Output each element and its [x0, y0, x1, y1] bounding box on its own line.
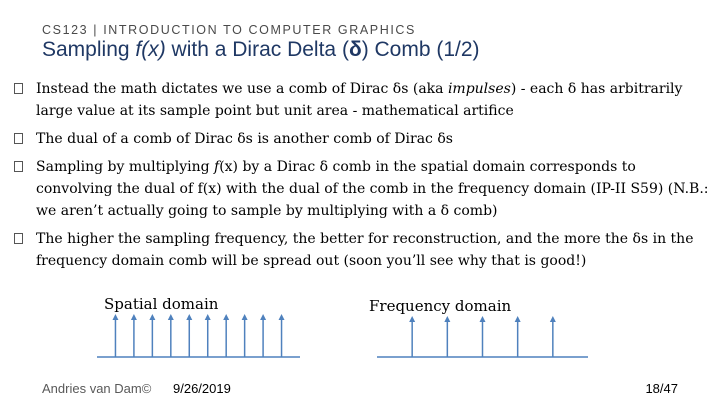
course-header: CS123 | INTRODUCTION TO COMPUTER GRAPHICS	[42, 23, 416, 37]
title-delta: δ	[348, 38, 362, 61]
bullet-text-part: The higher the sampling frequency, the better for reconstruction, and the more the δs in the frequency domain comb will be spread out (soon you’ll see why that is good!)	[36, 231, 694, 269]
impulse-arrowhead	[515, 316, 521, 322]
bullet-text-part: ) - each δ has arbitrarily large value at its sample point but unit area - mathematical artifice	[36, 81, 683, 119]
impulse-arrowhead	[168, 314, 174, 320]
impulse-arrowhead	[260, 314, 266, 320]
impulse-arrowhead	[149, 314, 155, 320]
spatial-comb-diagram	[97, 314, 300, 357]
footer-page-number: 18/47	[645, 381, 678, 396]
impulse-arrowhead	[131, 314, 137, 320]
title-prefix: Sampling	[42, 38, 136, 61]
impulse-arrowhead	[112, 314, 118, 320]
impulse-arrowhead	[205, 314, 211, 320]
footer-date: 9/26/2019	[173, 381, 231, 396]
bullet-emphasis: f	[214, 159, 220, 175]
impulse-arrowhead	[444, 316, 450, 322]
frequency-comb-diagram	[377, 316, 588, 357]
bullet-text-part: Sampling by multiplying	[36, 159, 215, 175]
frequency-domain-label: Frequency domain	[369, 297, 512, 315]
title-mid: with a Dirac Delta (	[165, 38, 349, 61]
bullet-text-part: (x) by a Dirac δ comb in the spatial domain corresponds to convolving the dual of f(x) with the dual of the comb in the frequency domain (IP-II S59) (N.B.: we aren’t actually going to sample by multiplying with a δ comb)	[36, 159, 709, 219]
impulse-arrowhead	[480, 316, 486, 322]
impulse-arrowhead	[242, 314, 248, 320]
bullet-text-part: The dual of a comb of Dirac δs is another comb of Dirac δs	[36, 131, 453, 147]
impulse-arrowhead	[550, 316, 556, 322]
bullet-emphasis: impulses	[447, 81, 511, 97]
spatial-domain-label: Spatial domain	[104, 295, 219, 313]
impulse-arrowhead	[409, 316, 415, 322]
title-suffix: ) Comb (1/2)	[361, 38, 480, 61]
bullet-text-part: Instead the math dictates we use a comb of Dirac δs (aka	[36, 81, 448, 97]
title-function: f(x)	[135, 38, 166, 61]
impulse-arrowhead	[279, 314, 285, 320]
footer-author: Andries van Dam©	[42, 381, 152, 396]
impulse-arrowhead	[223, 314, 229, 320]
impulse-arrowhead	[186, 314, 192, 320]
